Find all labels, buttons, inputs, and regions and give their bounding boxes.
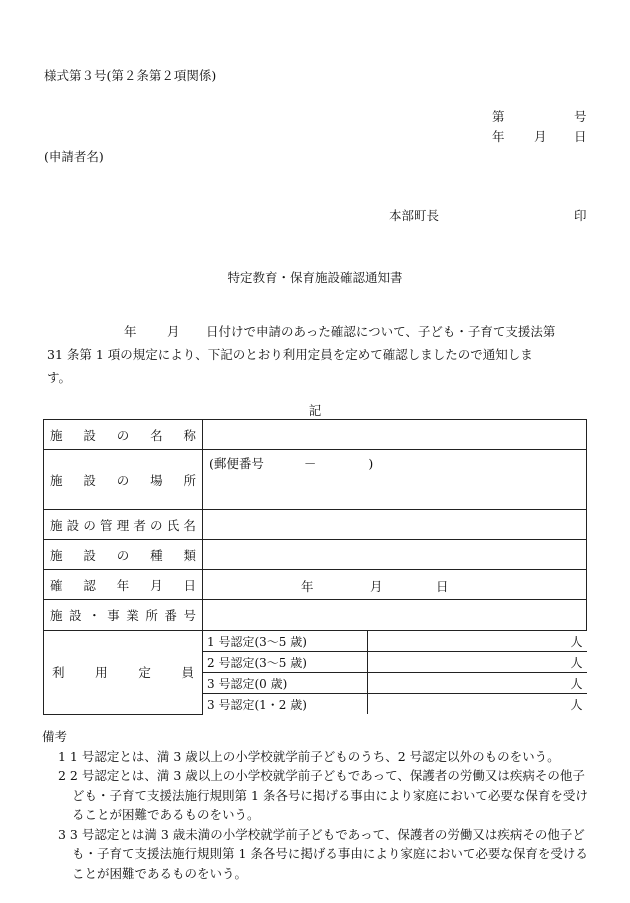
- capacity-label: 利 用 定 員: [52, 665, 194, 681]
- body-paragraph: [44, 320, 588, 389]
- capacity-row-label: 1 号認定(3～5 歳): [203, 631, 368, 652]
- confirm-year: 年: [301, 579, 314, 594]
- form-number: 様式第３号(第２条第２項関係): [44, 68, 217, 83]
- body-year: 年: [124, 324, 137, 339]
- note-item: 3 3 号認定とは満 3 歳未満の小学校就学前子どもであって、保護者の労働又は疾病その他子ども・子育て支援法施行規則第 1 条各号に掲げる事由により家庭において必要な保育を受けることが困難であるものをいう。: [58, 826, 588, 881]
- body-line2: 31 条第 1 項の規定により、下記のとおり利用定員を定めて確認しましたので通知しま: [47, 347, 533, 362]
- postal-prefix: (郵便番号: [209, 456, 264, 471]
- manager-label: 施 設 の 管 理 者 の 氏 名: [50, 517, 196, 533]
- capacity-row: [203, 652, 587, 673]
- applicant-name: (申請者名): [44, 149, 104, 164]
- capacity-row: [203, 673, 587, 694]
- facility-name-label: 施 設 の 名 称: [50, 427, 196, 443]
- confirm-month: 月: [370, 579, 383, 594]
- postal-dash: －: [303, 456, 317, 471]
- confirm-date-value: [203, 570, 587, 600]
- postal-suffix: ): [368, 456, 374, 471]
- manager-value: [203, 510, 587, 540]
- issuer-seal: 印: [574, 208, 587, 223]
- facility-table: [43, 419, 587, 715]
- row-facility-location: [44, 450, 587, 510]
- office-number-label: 施 設 ・ 事 業 所 番 号: [50, 608, 196, 623]
- capacity-row-unit: 人: [368, 631, 587, 652]
- row-capacity: [44, 631, 587, 715]
- date-month: 月: [534, 129, 547, 144]
- capacity-table: [203, 631, 587, 714]
- capacity-row: [203, 631, 587, 652]
- confirm-date-label: 確 認 年 月 日: [50, 577, 196, 593]
- notes-title: 備考: [42, 729, 68, 744]
- capacity-row: [203, 694, 587, 715]
- row-confirm-date: [44, 570, 587, 600]
- body-line1: 日付けで申請のあった確認について、子ども・子育て支援法第: [206, 324, 556, 339]
- facility-name-value: [203, 420, 587, 450]
- row-facility-type: [44, 540, 587, 570]
- confirm-day: 日: [436, 579, 449, 594]
- notes-section: [44, 727, 590, 883]
- date-year: 年: [492, 129, 505, 144]
- document-title: 特定教育・保育施設確認通知書: [227, 270, 403, 285]
- doc-number-dai: 第: [492, 109, 505, 124]
- facility-type-value: [203, 540, 587, 570]
- facility-location-label: 施 設 の 場 所: [50, 472, 196, 488]
- note-item: 2 2 号認定とは、満 3 歳以上の小学校就学前子どもであって、保護者の労働又は疾病その他子ども・子育て支援法施行規則第 1 条各号に掲げる事由により家庭において必要な保育を受けることが困難であるものをいう。: [58, 768, 588, 822]
- facility-type-label: 施 設 の 種 類: [50, 547, 196, 563]
- capacity-row-unit: 人: [570, 697, 583, 712]
- ki-label: 記: [308, 403, 322, 418]
- office-number-value: [203, 600, 587, 631]
- capacity-row-label: 3 号認定(0 歳): [203, 673, 368, 694]
- capacity-row-unit: 人: [368, 673, 587, 694]
- facility-location-value: [203, 450, 587, 510]
- note-item: 1 1 号認定とは、満 3 歳以上の小学校就学前子どものうち、2 号認定以外のものをいう。: [58, 748, 560, 764]
- row-facility-name: [44, 420, 587, 450]
- capacity-row-label: 2 号認定(3～5 歳): [203, 652, 368, 673]
- body-line3: す。: [47, 370, 72, 385]
- date-day: 日: [574, 129, 587, 144]
- row-manager: [44, 510, 587, 540]
- doc-number-go: 号: [574, 109, 587, 124]
- body-month: 月: [167, 324, 180, 339]
- row-office-number: [44, 600, 587, 631]
- capacity-row-label: 3 号認定(1・2 歳): [203, 694, 368, 715]
- issuer-title: 本部町長: [389, 208, 440, 223]
- capacity-row-unit: 人: [368, 652, 587, 673]
